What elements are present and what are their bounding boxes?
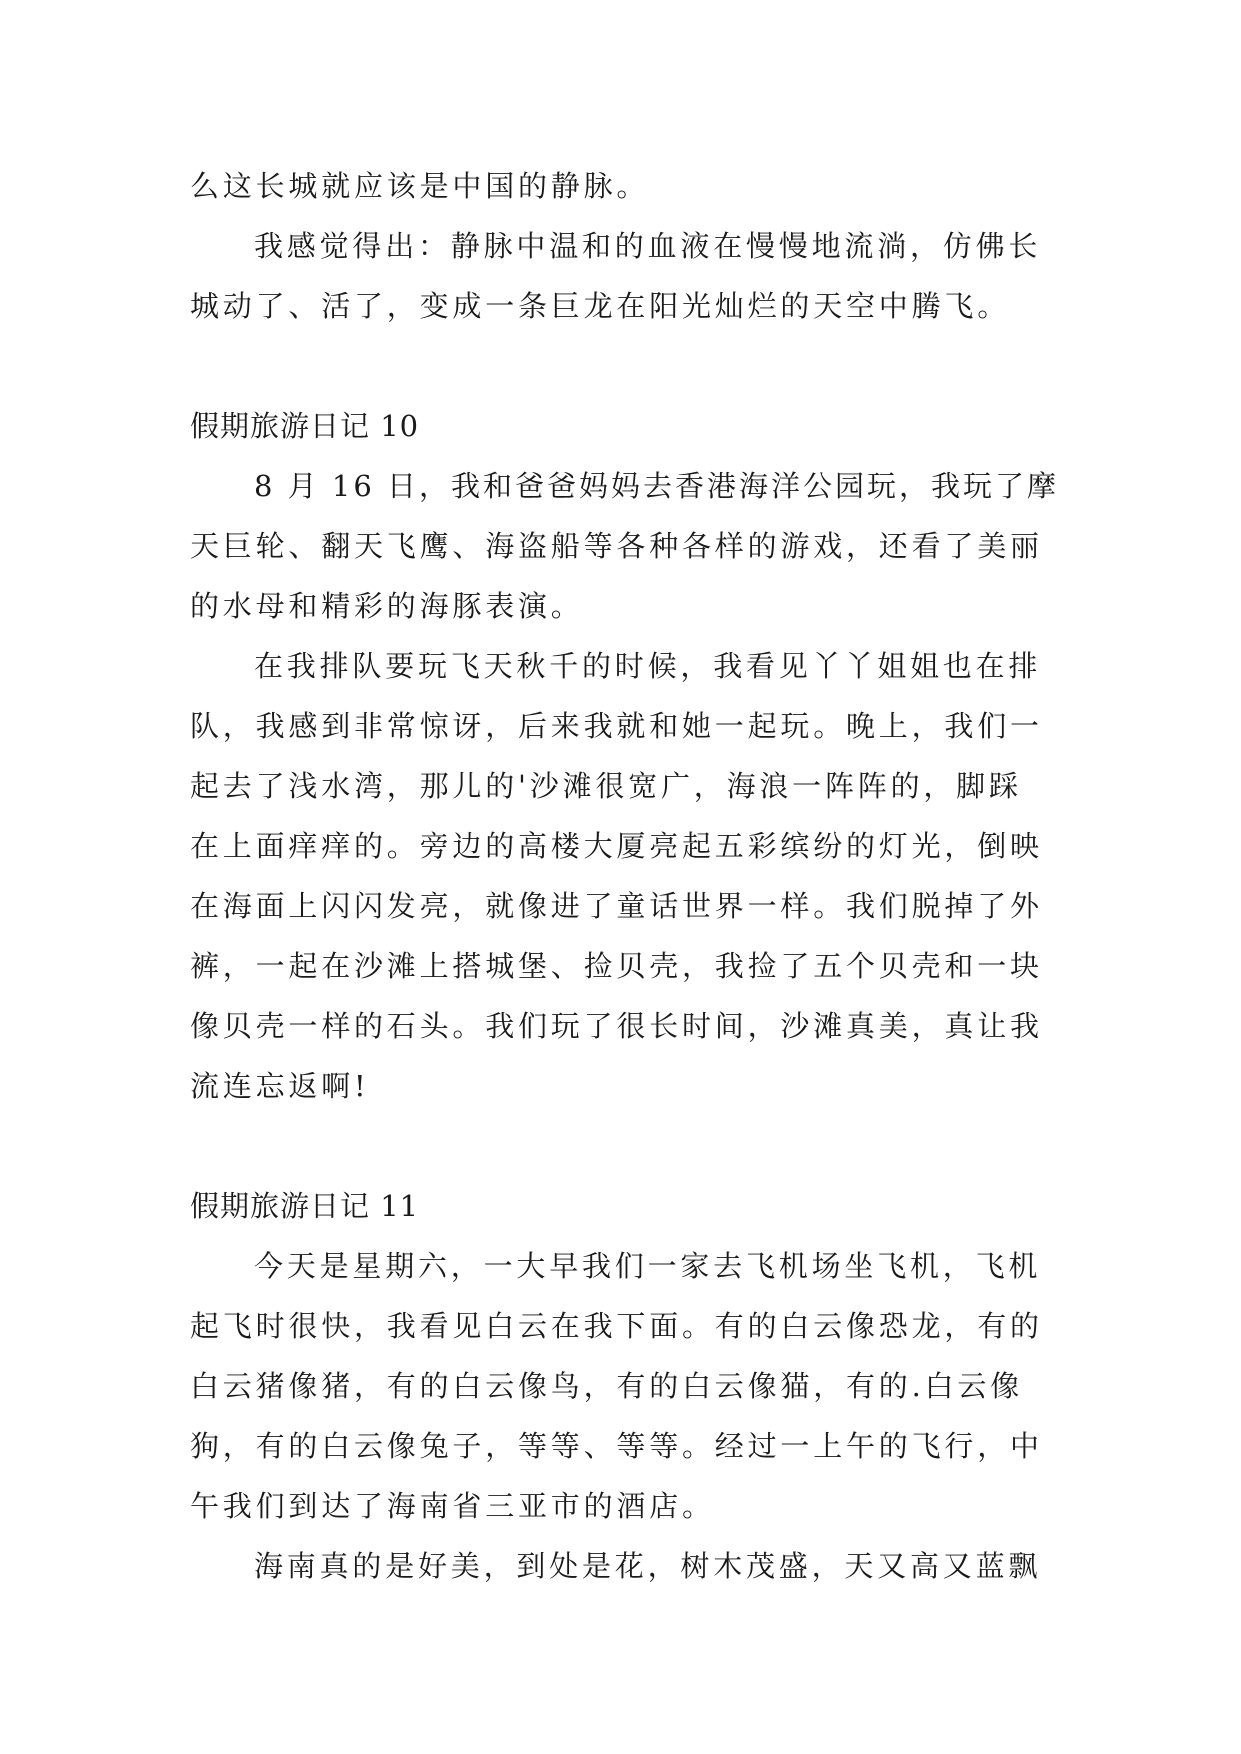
- paragraph-line: 起去了浅水湾，那儿的'沙滩很宽广，海浪一阵阵的，脚踩: [190, 769, 1022, 803]
- paragraph-line: 天巨轮、翻天飞鹰、海盗船等各种各样的游戏，还看了美丽: [190, 529, 1043, 563]
- paragraph-line: 我感觉得出：静脉中温和的血液在慢慢地流淌，仿佛长: [254, 229, 1042, 263]
- paragraph-line: 午我们到达了海南省三亚市的酒店。: [190, 1489, 715, 1523]
- section-gap: [190, 336, 1050, 396]
- paragraph-line: 在海面上闪闪发亮，就像进了童话世界一样。我们脱掉了外: [190, 889, 1043, 923]
- paragraph-line: 么这长城就应该是中国的静脉。: [190, 169, 650, 203]
- paragraph-line: 8 月 16 日，我和爸爸妈妈去香港海洋公园玩，我玩了摩: [254, 469, 1060, 503]
- paragraph-line: 在上面痒痒的。旁边的高楼大厦亮起五彩缤纷的灯光，倒映: [190, 829, 1043, 863]
- paragraph-line: 流连忘返啊!: [190, 1069, 370, 1103]
- diary-10-title: 假期旅游日记 10: [190, 409, 420, 443]
- paragraph-line: 今天是星期六，一大早我们一家去飞机场坐飞机，飞机: [254, 1249, 1042, 1283]
- section-gap: [190, 1116, 1050, 1176]
- paragraph-line: 裤，一起在沙滩上搭城堡、捡贝壳，我捡了五个贝壳和一块: [190, 949, 1043, 983]
- document-page: [190, 156, 1060, 1596]
- diary-11-title: 假期旅游日记 11: [190, 1189, 420, 1223]
- paragraph-line: 海南真的是好美，到处是花，树木茂盛，天又高又蓝飘: [254, 1549, 1042, 1583]
- paragraph-line: 狗，有的白云像兔子，等等、等等。经过一上午的飞行，中: [190, 1429, 1043, 1463]
- paragraph-line: 的水母和精彩的海豚表演。: [190, 589, 584, 623]
- paragraph-line: 起飞时很快，我看见白云在我下面。有的白云像恐龙，有的: [190, 1309, 1043, 1343]
- paragraph-line: 城动了、活了，变成一条巨龙在阳光灿烂的天空中腾飞。: [190, 289, 1011, 323]
- paragraph-line: 白云猪像猪，有的白云像鸟，有的白云像猫，有的.白云像: [190, 1369, 1024, 1403]
- paragraph-line: 像贝壳一样的石头。我们玩了很长时间，沙滩真美，真让我: [190, 1009, 1043, 1043]
- paragraph-line: 队，我感到非常惊讶，后来我就和她一起玩。晚上，我们一: [190, 709, 1043, 743]
- paragraph-line: 在我排队要玩飞天秋千的时候，我看见丫丫姐姐也在排: [254, 649, 1042, 683]
